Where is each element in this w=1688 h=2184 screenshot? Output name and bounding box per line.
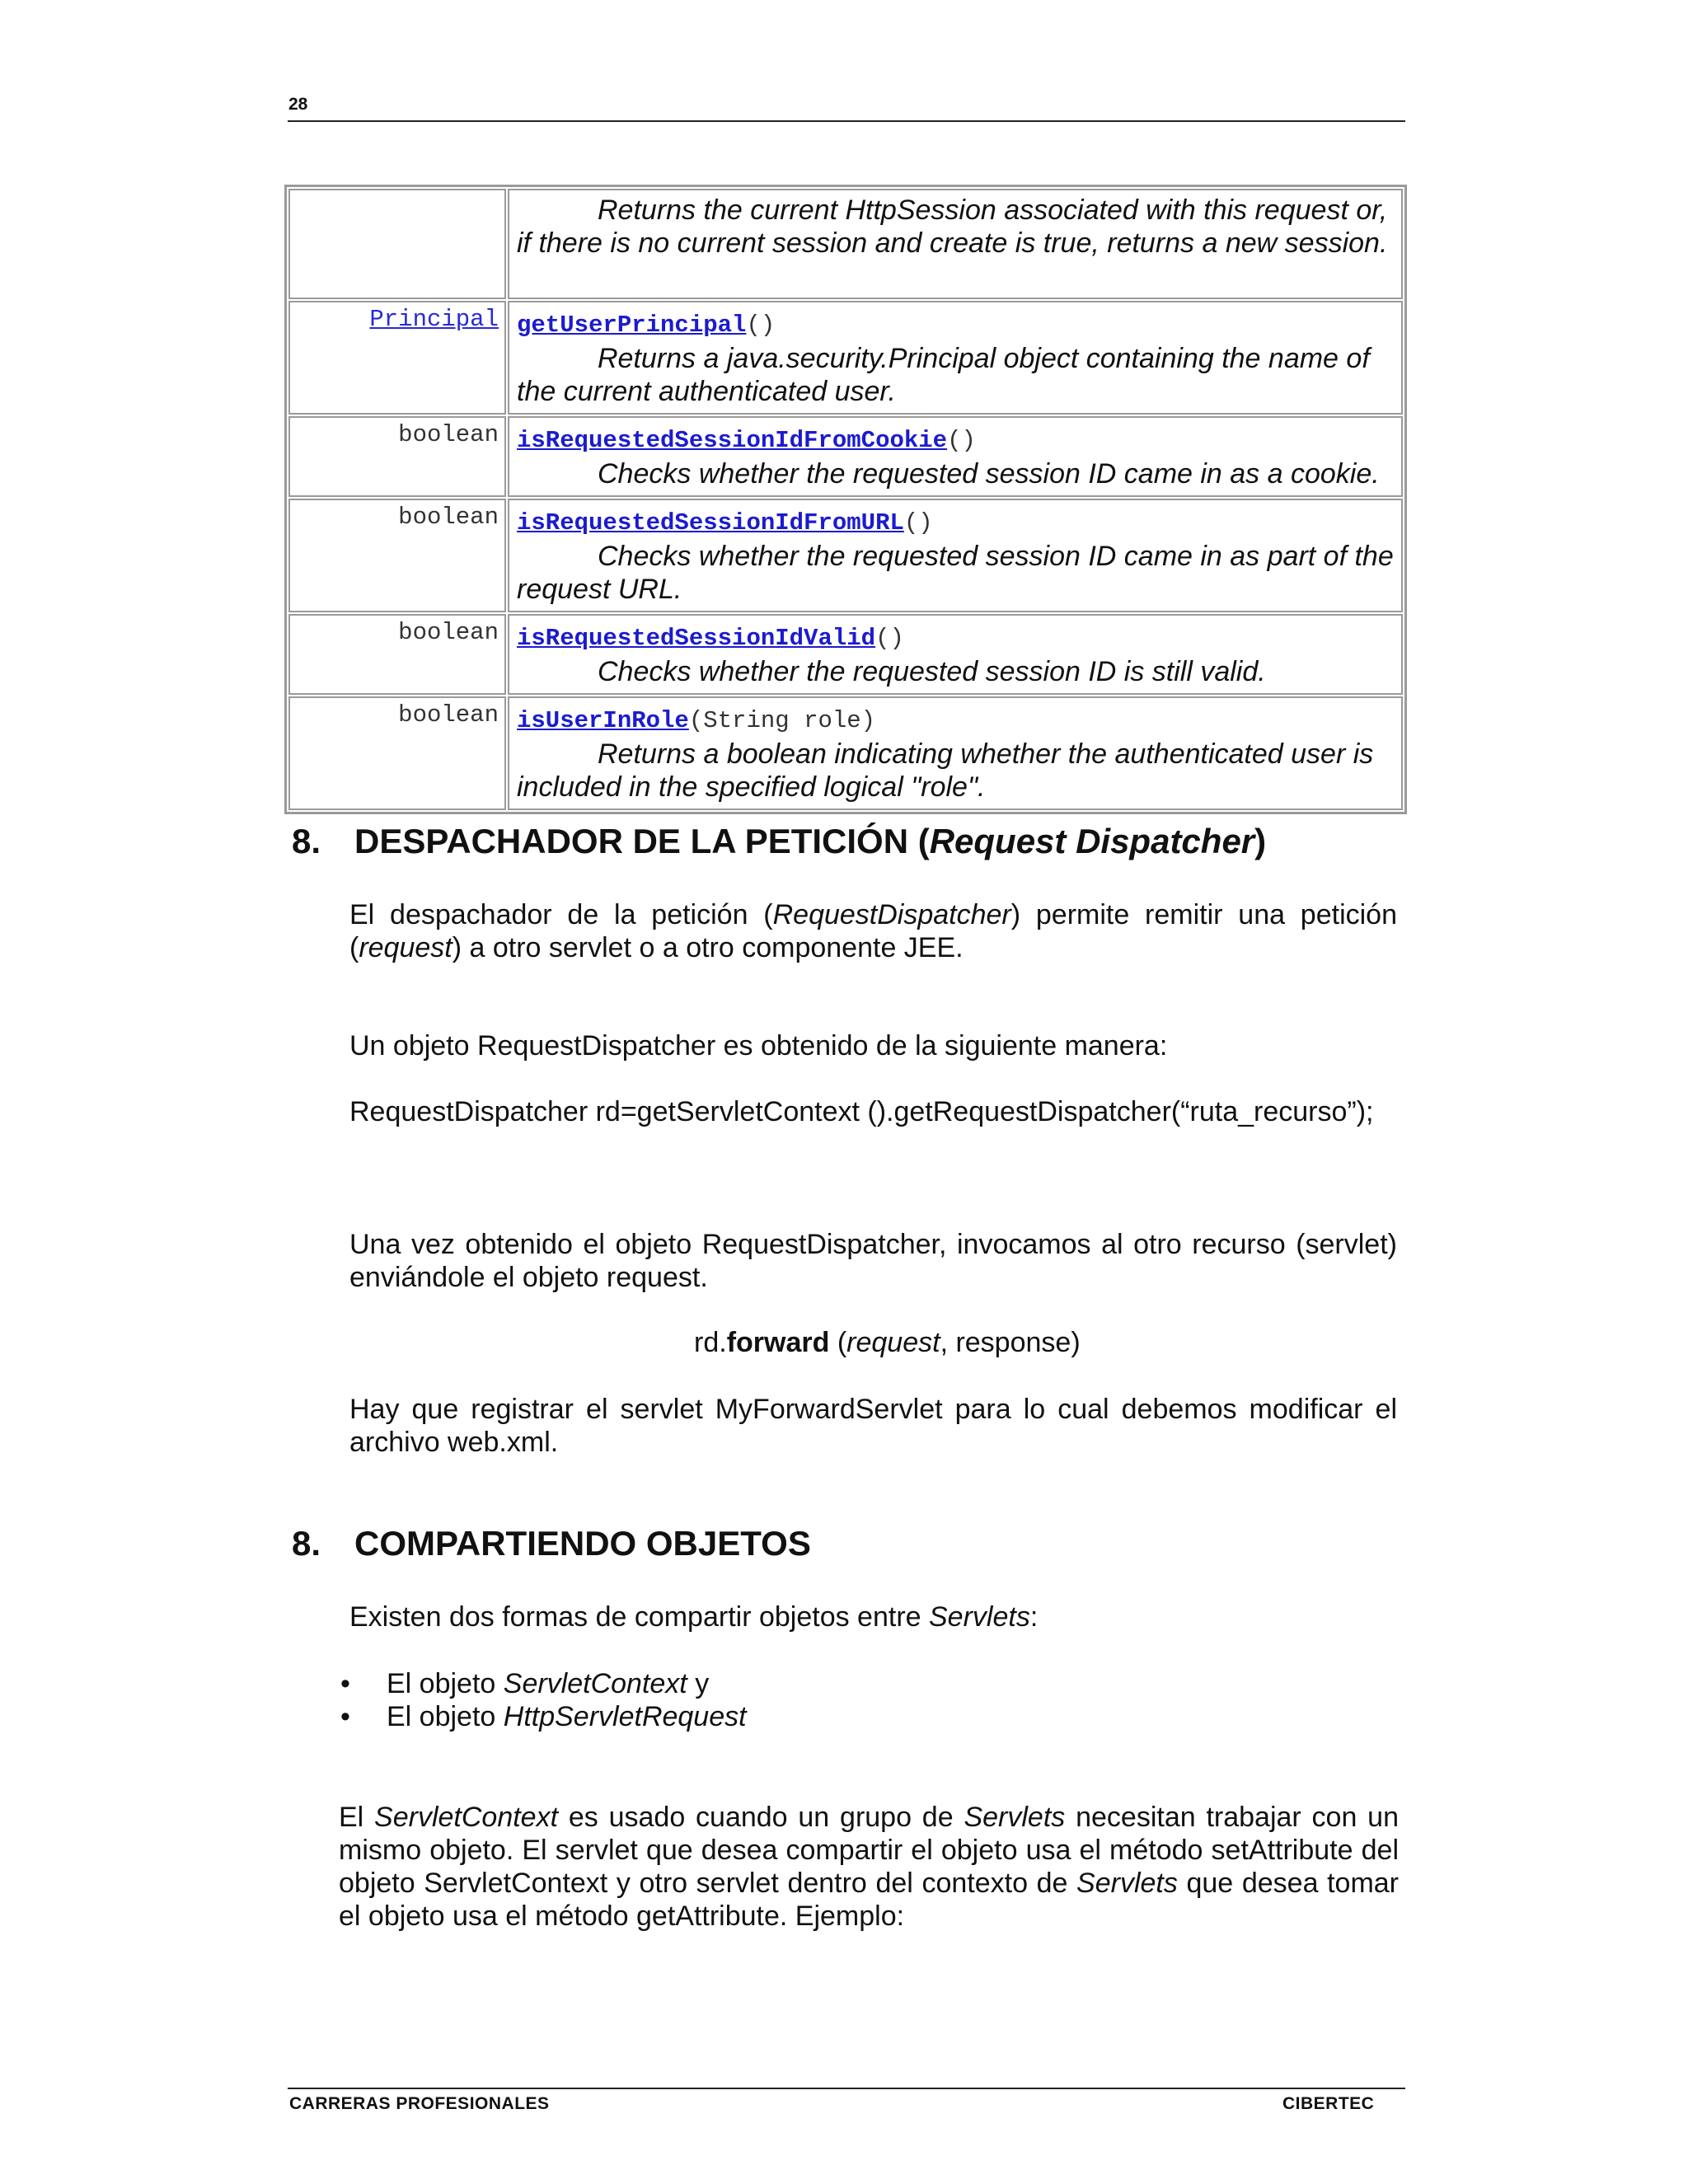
method-cell [508, 189, 1403, 299]
method-description: Checks whether the requested session ID came in as a cookie. [598, 458, 1380, 490]
bullet-icon: • [340, 1701, 350, 1732]
method-description: Checks whether the requested session ID is still valid. [598, 656, 1266, 687]
table-row [288, 301, 1403, 415]
header-rule [288, 120, 1405, 122]
footer-rule [288, 2088, 1405, 2089]
table-row [288, 189, 1403, 299]
paragraph: Hay que registrar el servlet MyForwardServlet para lo cual debemos modificar el archivo web.xml. [349, 1394, 1397, 1458]
return-type-cell: boolean [288, 614, 506, 695]
forward-call: rd.forward (request, response) [694, 1327, 1081, 1358]
method-cell: isRequestedSessionIdValid() Checks whether the requested session ID is still valid. [508, 614, 1403, 695]
table-row [288, 416, 1403, 497]
footer-left-text: CARRERAS PROFESIONALES [289, 2094, 550, 2113]
return-type-cell: boolean [288, 696, 506, 810]
paragraph: Existen dos formas de compartir objetos entre Servlets: [349, 1601, 1039, 1633]
method-description: Checks whether the requested session ID came in as part of the request URL. [517, 541, 1394, 605]
code-line: RequestDispatcher rd=getServletContext ().getRequestDispatcher(“ruta_recurso”); [349, 1096, 1374, 1127]
return-type-cell: boolean [288, 416, 506, 497]
paragraph: Una vez obtenido el objeto RequestDispatcher, invocamos al otro recurso (servlet) enviándole el objeto request. [349, 1229, 1397, 1293]
method-cell: isRequestedSessionIdFromCookie() Checks whether the requested session ID came in as a cookie. [508, 416, 1403, 497]
bullet-icon: • [340, 1668, 350, 1699]
paragraph: El ServletContext es usado cuando un grupo de Servlets necesitan trabajar con un mismo objeto. El servlet que desea compartir el objeto usa el método setAttribute del objeto ServletContext y otro servlet dentro del contexto de Servlets que desea tomar el objeto usa el método getAttribute. Ejemplo: [339, 1802, 1400, 1932]
method-link-isRequestedSessionIdValid[interactable]: isRequestedSessionIdValid [517, 625, 876, 652]
method-link-isRequestedSessionIdFromURL[interactable]: isRequestedSessionIdFromURL [517, 509, 904, 537]
method-cell: isUserInRole(String role) Returns a boolean indicating whether the authenticated user is included in the specified logical "role". [508, 696, 1403, 810]
footer-right-text: CIBERTEC [1282, 2094, 1375, 2113]
method-description: Returns a boolean indicating whether the authenticated user is included in the specified logical "role". [517, 738, 1374, 803]
return-type-cell [288, 189, 506, 299]
principal-type-link[interactable]: Principal [369, 306, 499, 333]
method-description: Returns a java.security.Principal object containing the name of the current authenticated user. [517, 343, 1370, 407]
paragraph: Un objeto RequestDispatcher es obtenido de la siguiente manera: [349, 1030, 1168, 1062]
return-type-cell [288, 301, 506, 415]
page-number: 28 [288, 95, 308, 114]
method-link-isRequestedSessionIdFromCookie[interactable]: isRequestedSessionIdFromCookie [517, 427, 948, 454]
table-row [288, 499, 1403, 612]
table-row [288, 696, 1403, 810]
method-link-isUserInRole[interactable]: isUserInRole [517, 707, 689, 734]
method-cell: getUserPrincipal() Returns a java.security.Principal object containing the name of the current authenticated user. [508, 301, 1403, 415]
method-cell: isRequestedSessionIdFromURL() Checks whether the requested session ID came in as part of the request URL. [508, 499, 1403, 612]
paragraph: El despachador de la petición (RequestDispatcher) permite remitir una petición (request) a otro servlet o a otro componente JEE. [349, 899, 1397, 963]
table-row [288, 614, 1403, 695]
method-description: Returns the current HttpSession associated with this request or, if there is no current session and create is true, returns a new session. [517, 194, 1388, 259]
return-type-cell: boolean [288, 499, 506, 612]
api-method-table [284, 185, 1407, 814]
method-link-getUserPrincipal[interactable]: getUserPrincipal [517, 312, 747, 339]
